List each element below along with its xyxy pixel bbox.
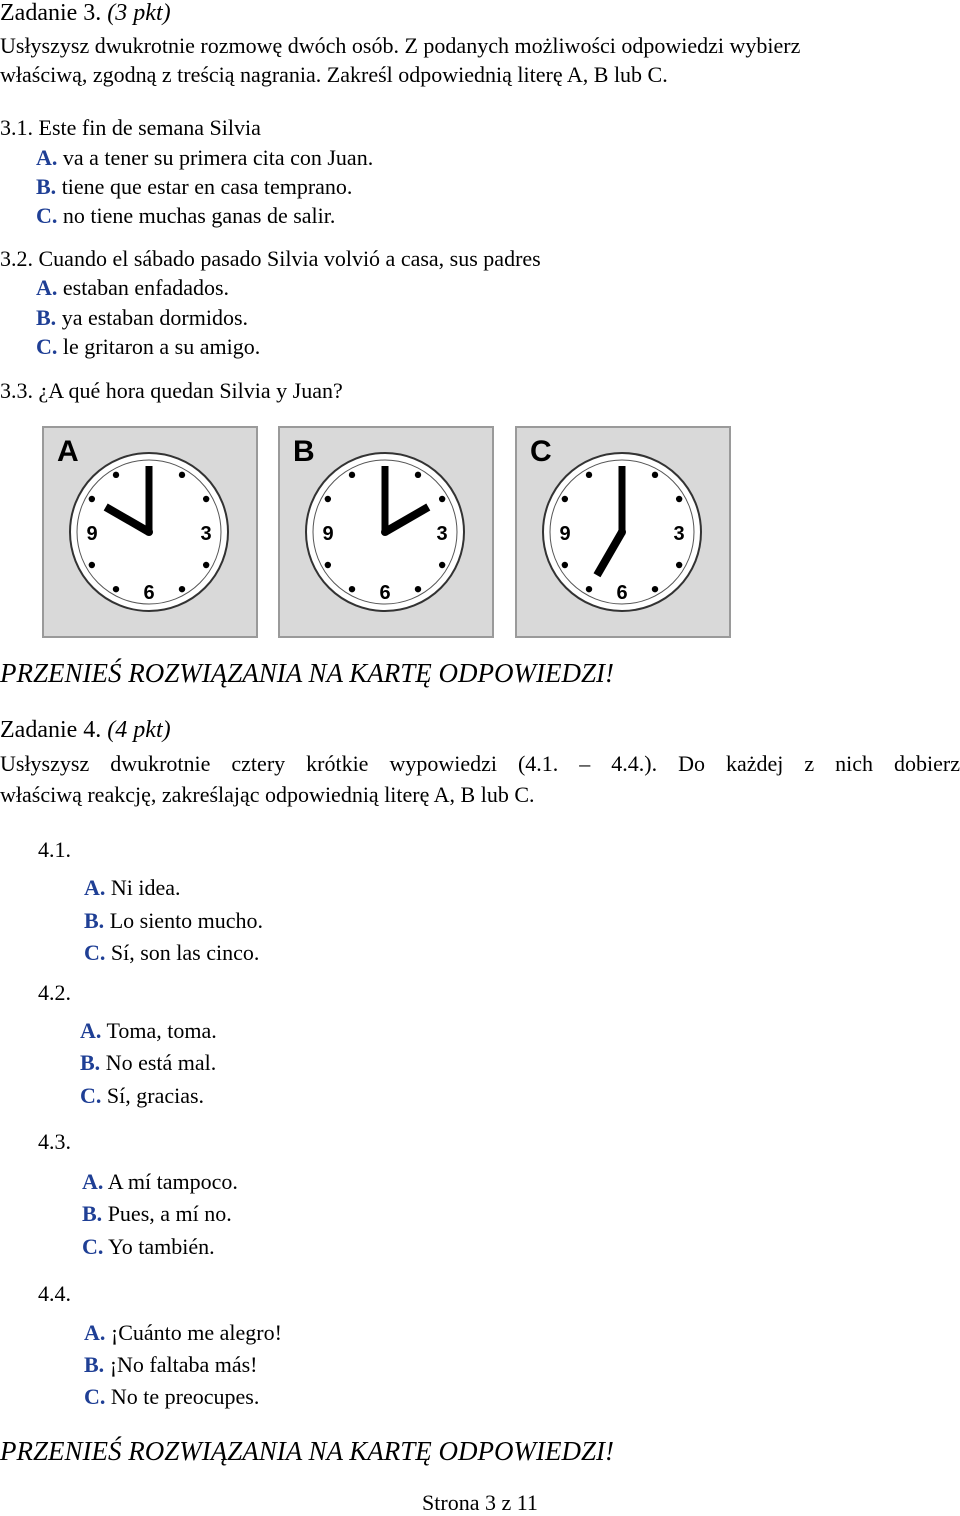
option-text: Pues, a mí no. bbox=[107, 1201, 232, 1226]
option-4-1-b[interactable] bbox=[84, 908, 263, 934]
option-letter: A. bbox=[36, 275, 58, 300]
option-4-4-a[interactable] bbox=[84, 1320, 282, 1346]
task3-points: (3 pkt) bbox=[107, 0, 171, 26]
clock-hour-dot bbox=[586, 472, 592, 478]
clock-letter: B bbox=[293, 435, 315, 468]
task4-heading bbox=[0, 717, 171, 744]
item-4-1-number: 4.1. bbox=[38, 837, 71, 862]
option-text: Sí, gracias. bbox=[106, 1083, 205, 1108]
option-text: Sí, son las cinco. bbox=[110, 940, 260, 965]
task4-title: Zadanie 4. bbox=[0, 717, 102, 743]
option-3-1-b[interactable] bbox=[36, 174, 352, 200]
question-number: 3.2. bbox=[0, 246, 33, 271]
option-letter: A. bbox=[84, 1320, 106, 1345]
clock-numeral: 9 bbox=[322, 523, 334, 545]
clock-hour-dot bbox=[415, 586, 421, 592]
option-4-1-c[interactable] bbox=[84, 940, 259, 966]
option-text: No está mal. bbox=[105, 1050, 217, 1075]
option-letter: C. bbox=[80, 1083, 102, 1108]
clock-numeral: 9 bbox=[559, 523, 571, 545]
clock-hour-dot bbox=[562, 496, 568, 502]
question-number: 3.3. bbox=[0, 378, 33, 403]
option-4-2-b[interactable] bbox=[80, 1050, 216, 1076]
option-3-2-c[interactable] bbox=[36, 334, 260, 360]
clock-numeral: 6 bbox=[379, 582, 391, 604]
clock-hour-dot bbox=[349, 472, 355, 478]
option-4-4-b[interactable] bbox=[84, 1352, 258, 1378]
clock-option-c[interactable] bbox=[515, 426, 731, 638]
option-3-2-b[interactable] bbox=[36, 305, 248, 331]
question-text: Este fin de semana Silvia bbox=[38, 115, 261, 140]
option-text: ya estaban dormidos. bbox=[61, 305, 249, 330]
clock-hour-dot bbox=[349, 586, 355, 592]
clock-hour-dot bbox=[203, 496, 209, 502]
option-text: Yo también. bbox=[108, 1234, 215, 1259]
option-4-4-c[interactable] bbox=[84, 1384, 259, 1410]
task4-instruction-line1: Usłyszysz dwukrotnie cztery krótkie wypowiedzi (4.1. – 4.4.). Do każdej z nich dobierz bbox=[0, 751, 960, 776]
item-4-4-number: 4.4. bbox=[38, 1281, 71, 1306]
clock-svg bbox=[515, 426, 731, 638]
option-text: Lo siento mucho. bbox=[109, 908, 264, 933]
clock-letter: A bbox=[57, 435, 79, 468]
option-text: le gritaron a su amigo. bbox=[62, 334, 261, 359]
clock-option-a[interactable] bbox=[42, 426, 258, 638]
option-text: va a tener su primera cita con Juan. bbox=[62, 145, 374, 170]
option-letter: B. bbox=[36, 305, 57, 330]
clock-svg bbox=[42, 426, 258, 638]
clock-numeral: 6 bbox=[616, 582, 628, 604]
option-letter: B. bbox=[84, 908, 105, 933]
question-3-3 bbox=[0, 378, 343, 404]
option-letter: A. bbox=[80, 1018, 102, 1043]
page-number: Strona 3 z 11 bbox=[422, 1490, 538, 1515]
question-text: ¿A qué hora quedan Silvia y Juan? bbox=[38, 378, 343, 403]
task4-points: (4 pkt) bbox=[107, 717, 171, 743]
task3-transfer-note: PRZENIEŚ ROZWIĄZANIA NA KARTĘ ODPOWIEDZI! bbox=[0, 658, 614, 688]
question-3-2 bbox=[0, 246, 541, 272]
clock-numeral: 9 bbox=[86, 523, 98, 545]
option-letter: B. bbox=[82, 1201, 103, 1226]
option-text: no tiene muchas ganas de salir. bbox=[62, 203, 336, 228]
clock-letter: C bbox=[530, 435, 552, 468]
option-letter: A. bbox=[36, 145, 58, 170]
clock-hour-dot bbox=[652, 472, 658, 478]
clock-hour-dot bbox=[562, 562, 568, 568]
option-3-1-a[interactable] bbox=[36, 145, 373, 171]
clock-hour-dot bbox=[439, 562, 445, 568]
clock-hour-dot bbox=[113, 586, 119, 592]
task3-heading bbox=[0, 0, 171, 27]
task3-title: Zadanie 3. bbox=[0, 0, 102, 26]
option-letter: C. bbox=[36, 334, 58, 359]
question-text: Cuando el sábado pasado Silvia volvió a casa, sus padres bbox=[38, 246, 541, 271]
task4-instruction-line2: właściwą reakcję, zakreślając odpowiednią literę A, B lub C. bbox=[0, 782, 535, 807]
option-3-1-c[interactable] bbox=[36, 203, 335, 229]
clock-svg bbox=[278, 426, 494, 638]
clock-numeral: 3 bbox=[200, 523, 212, 545]
clock-center bbox=[145, 528, 153, 536]
item-4-2-number: 4.2. bbox=[38, 980, 71, 1005]
clock-hour-dot bbox=[179, 586, 185, 592]
clock-hour-dot bbox=[652, 586, 658, 592]
clock-hour-dot bbox=[325, 496, 331, 502]
option-letter: C. bbox=[84, 940, 106, 965]
clock-numeral: 3 bbox=[673, 523, 685, 545]
option-letter: A. bbox=[82, 1169, 104, 1194]
option-text: tiene que estar en casa temprano. bbox=[61, 174, 353, 199]
option-4-2-a[interactable] bbox=[80, 1018, 217, 1044]
option-text: ¡Cuánto me alegro! bbox=[110, 1320, 282, 1345]
option-letter: B. bbox=[84, 1352, 105, 1377]
clock-numeral: 6 bbox=[143, 582, 155, 604]
option-4-1-a[interactable] bbox=[84, 875, 181, 901]
option-letter: C. bbox=[82, 1234, 104, 1259]
clock-hour-dot bbox=[439, 496, 445, 502]
option-letter: B. bbox=[36, 174, 57, 199]
option-text: Toma, toma. bbox=[106, 1018, 217, 1043]
question-number: 3.1. bbox=[0, 115, 33, 140]
clock-hour-dot bbox=[203, 562, 209, 568]
clock-numeral: 3 bbox=[436, 523, 448, 545]
option-text: No te preocupes. bbox=[110, 1384, 260, 1409]
clock-hour-dot bbox=[179, 472, 185, 478]
option-text: Ni idea. bbox=[110, 875, 181, 900]
clock-center bbox=[381, 528, 389, 536]
option-letter: C. bbox=[36, 203, 58, 228]
clock-hour-dot bbox=[89, 562, 95, 568]
option-text: ¡No faltaba más! bbox=[109, 1352, 258, 1377]
task3-instruction-line2: właściwą, zgodną z treścią nagrania. Zakreśl odpowiednią literę A, B lub C. bbox=[0, 62, 668, 87]
clock-option-b[interactable] bbox=[278, 426, 494, 638]
clock-center bbox=[618, 528, 626, 536]
option-letter: A. bbox=[84, 875, 106, 900]
clock-hour-dot bbox=[415, 472, 421, 478]
question-3-1 bbox=[0, 115, 261, 141]
option-text: A mí tampoco. bbox=[107, 1169, 238, 1194]
clock-hour-dot bbox=[113, 472, 119, 478]
option-4-2-c[interactable] bbox=[80, 1083, 204, 1109]
item-4-3-number: 4.3. bbox=[38, 1129, 71, 1154]
option-letter: C. bbox=[84, 1384, 106, 1409]
clock-hour-dot bbox=[89, 496, 95, 502]
option-3-2-a[interactable] bbox=[36, 275, 229, 301]
clock-hour-dot bbox=[325, 562, 331, 568]
clock-hour-dot bbox=[676, 496, 682, 502]
clock-hour-dot bbox=[586, 586, 592, 592]
task3-instruction-line1: Usłyszysz dwukrotnie rozmowę dwóch osób. Z podanych możliwości odpowiedzi wybierz bbox=[0, 33, 801, 58]
option-4-3-c[interactable] bbox=[82, 1234, 215, 1260]
option-4-3-a[interactable] bbox=[82, 1169, 238, 1195]
clock-hour-dot bbox=[676, 562, 682, 568]
task4-transfer-note: PRZENIEŚ ROZWIĄZANIA NA KARTĘ ODPOWIEDZI! bbox=[0, 1436, 614, 1466]
option-text: estaban enfadados. bbox=[62, 275, 230, 300]
option-letter: B. bbox=[80, 1050, 101, 1075]
option-4-3-b[interactable] bbox=[82, 1201, 232, 1227]
